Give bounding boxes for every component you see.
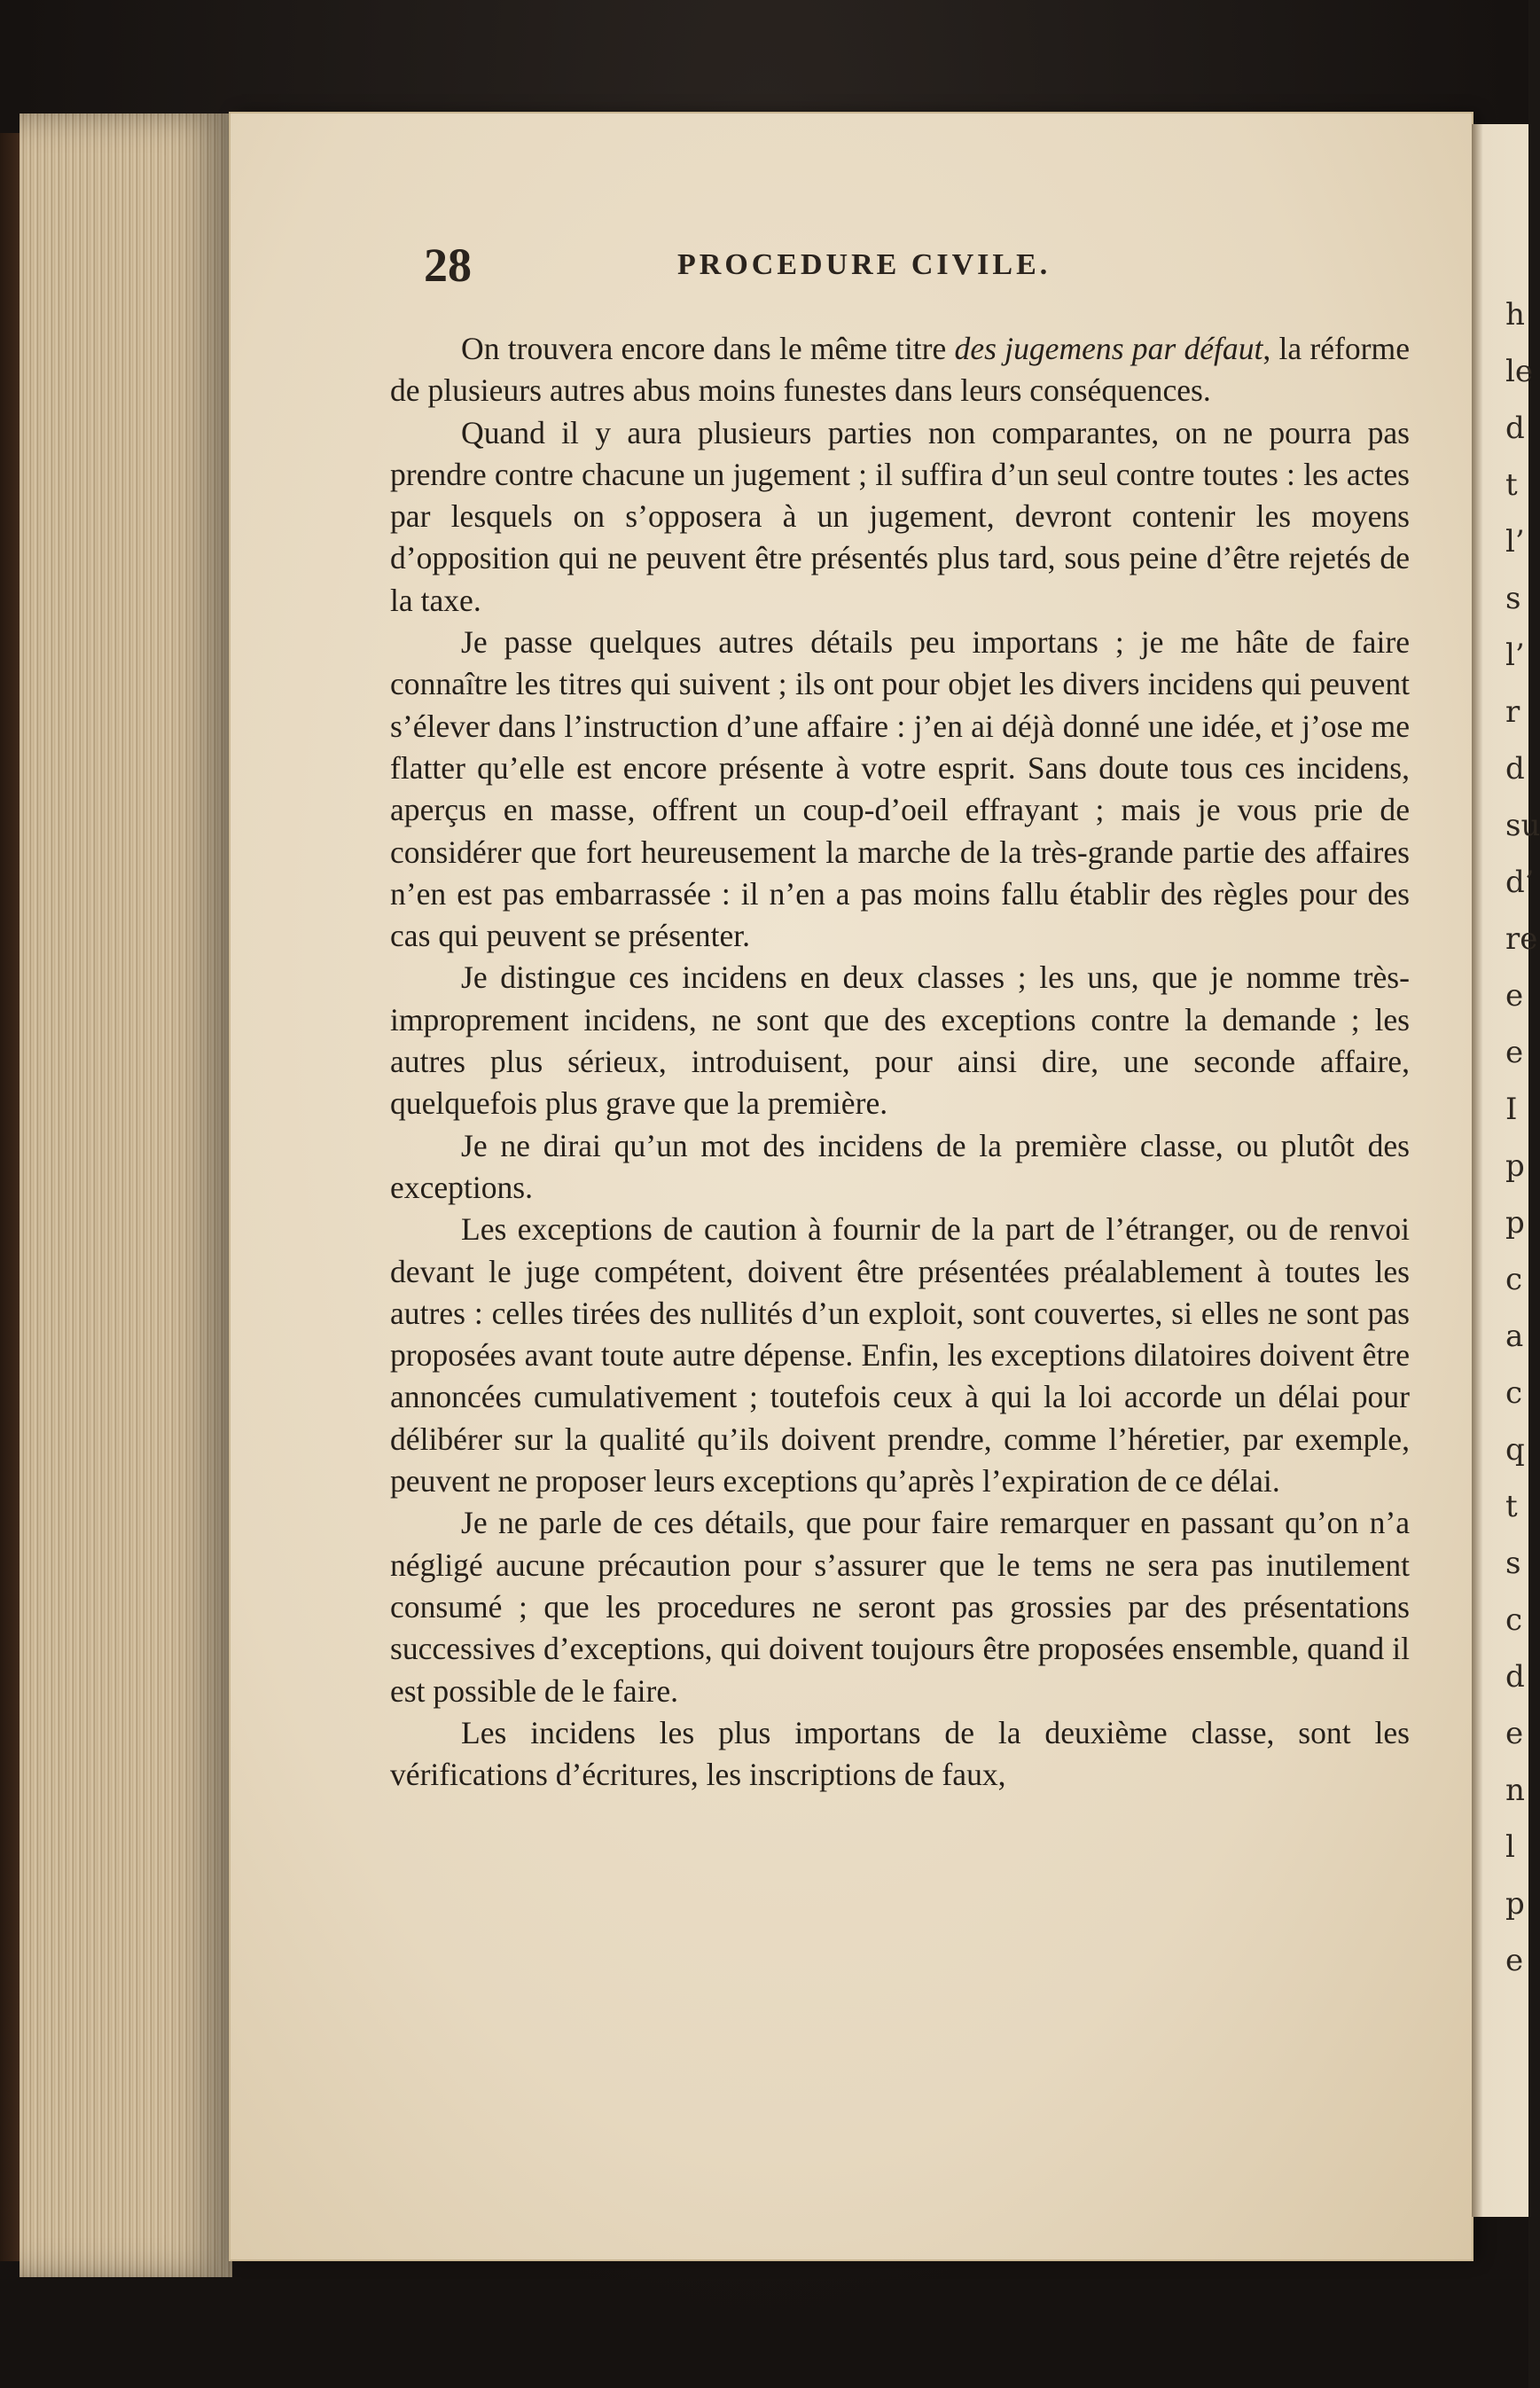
paragraph-1	[390, 328, 1410, 412]
paragraph-3: Je passe quelques autres détails peu importans ; je me hâte de faire connaître les titres qui suivent ; ils ont pour objet les divers incidens qui peuvent s’élever dans l’instruction d’une affaire : j’en ai déjà donné une idée, et j’ose me flatter qu’elle est encore présente à votre esprit. Sans doute tous ces incidens, aperçus en masse, offrent un coup-d’oeil effrayant ; mais je vous prie de considérer que fort heureusement la marche de la très-grande partie des affaires n’en est pas embarrassée : il n’en a pas moins fallu établir des règles pour des cas qui peuvent se présenter.	[390, 624, 1410, 954]
facing-page-fragment: q	[1505, 1432, 1525, 1468]
page-number: 28	[424, 239, 472, 292]
facing-page-fragment: p	[1505, 1205, 1525, 1241]
paragraph-2: Quand il y aura plusieurs parties non comparantes, on ne pourra pas prendre contre chacune un jugement ; il suffira d’un seul contre toutes : les actes par lesquels on s’opposera à un jugement, devront contenir les moyens d’opposition qui ne peuvent être présentés plus tard, sous peine d’être rejetés de la taxe.	[390, 414, 1410, 618]
paragraph-1-italic-title: des jugemens par défaut	[954, 331, 1263, 366]
facing-page-fragment: d’	[1505, 865, 1535, 900]
facing-page-fragment: t	[1505, 467, 1518, 503]
facing-page-fragment: p	[1505, 1148, 1525, 1184]
running-head-title: PROCEDURE CIVILE.	[677, 248, 1051, 281]
facing-page	[1472, 124, 1540, 2217]
paragraph-1-rest: , la réforme de plusieurs autres abus moins funestes dans leurs conséquences.	[390, 331, 1410, 409]
facing-page-fragment: c	[1505, 1262, 1523, 1297]
facing-page-fragment: e	[1505, 978, 1524, 1014]
facing-page-fragment: d	[1505, 1659, 1525, 1695]
facing-page-fragment: d	[1505, 411, 1525, 446]
paragraph-7: Je ne parle de ces détails, que pour faire remarquer en passant qu’on n’a négligé aucune précaution pour s’assurer que le tems ne sera pas inutilement consumé ; que les procedures ne seront pas grossies par des présentations successives d’exceptions, qui doivent toujours être proposées ensemble, quand il est possible de le faire.	[390, 1505, 1410, 1709]
facing-page-fragment: I	[1505, 1092, 1518, 1127]
facing-page-fragment: s	[1505, 581, 1521, 616]
facing-page-fragment: l’	[1505, 638, 1525, 673]
facing-page-fragment: l	[1505, 1829, 1515, 1865]
facing-page-fragment: e	[1505, 1716, 1524, 1751]
facing-page-fragment: d	[1505, 751, 1525, 787]
facing-page-fragment: e	[1505, 1943, 1524, 1978]
facing-page-fragment: t	[1505, 1489, 1518, 1524]
paragraph-4: Je distingue ces incidens en deux classes ; les uns, que je nomme très-improprement incidens, ne sont que des exceptions contre la demande ; les autres plus sérieux, introduisent, pour ainsi dire, une seconde affaire, quelquefois plus grave que la première.	[390, 959, 1410, 1122]
paragraph-1-lead: On trouvera encore dans le même titre	[461, 331, 955, 366]
facing-page-fragment: su	[1505, 808, 1540, 843]
facing-page-fragment: s	[1505, 1546, 1521, 1581]
facing-page-fragment: h	[1505, 297, 1525, 333]
facing-page-fragment: l’	[1505, 524, 1525, 560]
facing-page-fragment: n	[1505, 1773, 1525, 1808]
page-edges	[20, 114, 232, 2277]
paragraph-8: Les incidens les plus importans de la deuxième classe, sont les vérifications d’écritures, les inscriptions de faux,	[390, 1714, 1410, 1793]
body-text	[390, 328, 1410, 1796]
facing-page-fragment: r	[1505, 694, 1520, 730]
facing-page-fragment: e	[1505, 1035, 1524, 1070]
running-head	[424, 238, 1417, 291]
facing-page-fragment: p	[1505, 1886, 1525, 1922]
facing-page-fragment: c	[1505, 1375, 1523, 1411]
paragraph-6: Les exceptions de caution à fournir de la part de l’étranger, ou de renvoi devant le juge compétent, doivent être présentées préalablement à toutes les autres : celles tirées des nullités d’un exploit, sont couvertes, si elles ne sont pas proposées avant toute autre dépense. Enfin, les exceptions dilatoires doivent être annoncées cumulativement ; toutefois ceux à qui la loi accorde un délai pour délibérer sur la qualité qu’ils doivent prendre, comme l’héretier, par exemple, peuvent ne proposer leurs exceptions qu’après l’expiration de ce délai.	[390, 1211, 1410, 1499]
facing-page-fragment: a	[1505, 1319, 1524, 1354]
facing-page-fragment: re	[1505, 921, 1538, 957]
facing-page-fragment: le	[1505, 354, 1533, 389]
facing-page-fragment: c	[1505, 1602, 1523, 1638]
paragraph-5: Je ne dirai qu’un mot des incidens de la première classe, ou plutôt des exceptions.	[390, 1127, 1410, 1205]
